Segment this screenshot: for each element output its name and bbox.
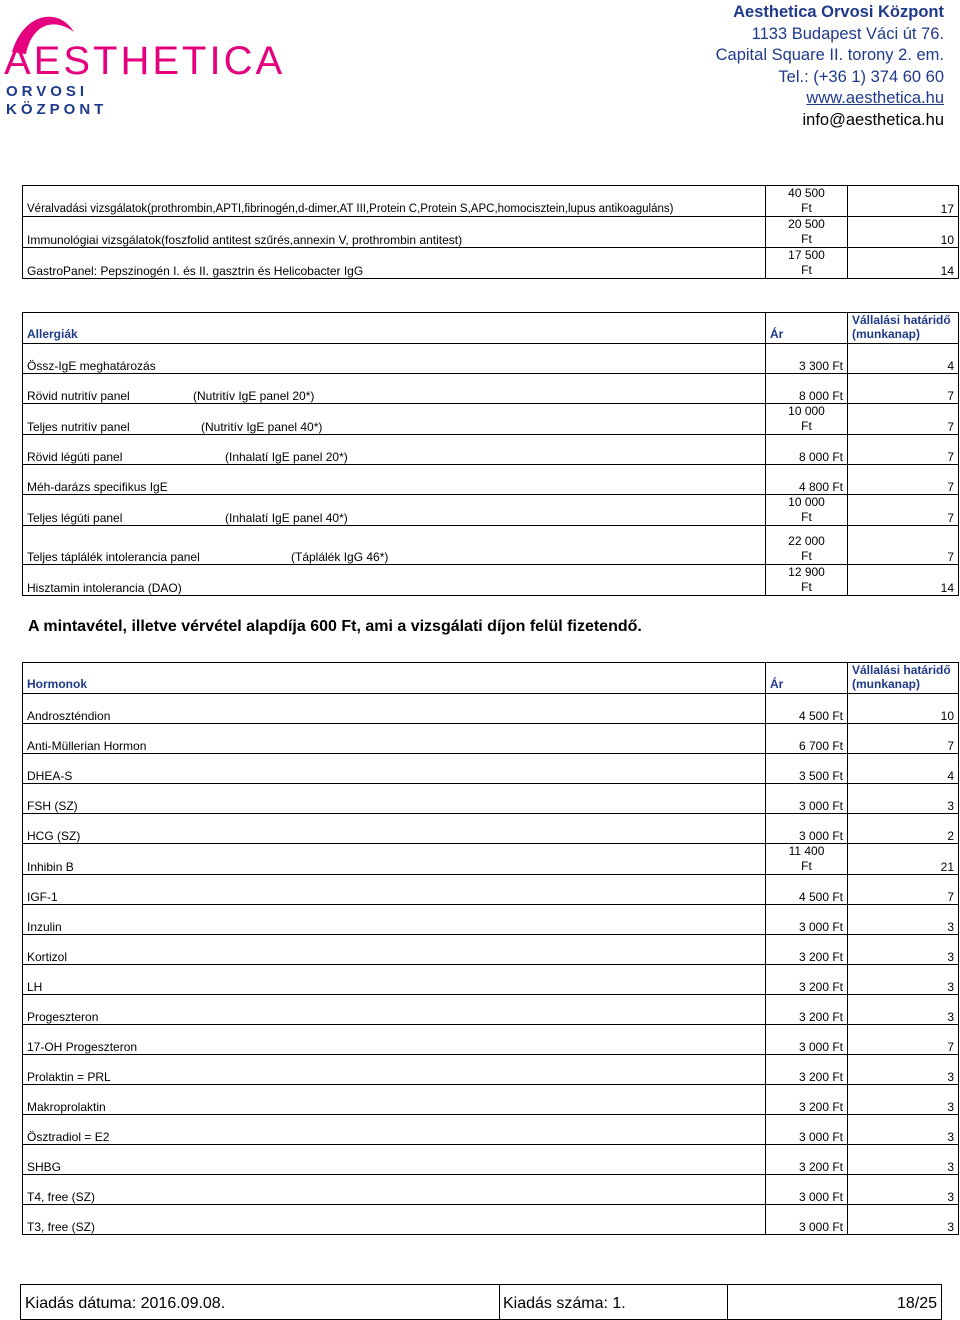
test-price: 3 000 Ft <box>766 1205 848 1235</box>
test-name: DHEA-S <box>23 754 766 784</box>
test-name: Prolaktin = PRL <box>23 1055 766 1085</box>
test-price: 3 300 Ft <box>766 344 848 374</box>
table-header-row <box>23 313 959 344</box>
test-price: 3 000 Ft <box>766 1175 848 1205</box>
test-subtitle: (Táplálék IgG 46*) <box>291 550 389 564</box>
test-name: Rövid nutritív panel (Nutritív IgE panel 20*) <box>23 374 766 404</box>
test-days: 10 <box>848 217 959 248</box>
test-days: 7 <box>848 875 959 905</box>
test-days: 3 <box>848 995 959 1025</box>
test-name: T4, free (SZ) <box>23 1175 766 1205</box>
test-name: Androszténdion <box>23 694 766 724</box>
footer-divider <box>499 1285 500 1319</box>
test-price: 3 200 Ft <box>766 1145 848 1175</box>
test-subtitle: (Nutritív IgE panel 40*) <box>201 420 323 434</box>
table-row <box>23 754 959 784</box>
phone-number: Tel.: (+36 1) 374 60 60 <box>778 67 944 86</box>
table-row <box>23 1025 959 1055</box>
test-days: 4 <box>848 754 959 784</box>
test-days: 7 <box>848 1025 959 1055</box>
table-row <box>23 526 959 565</box>
test-name: Inzulin <box>23 905 766 935</box>
test-days: 3 <box>848 1115 959 1145</box>
table-row <box>23 217 959 248</box>
table-header-row <box>23 663 959 694</box>
col-days-header: Vállalási határidő (munkanap) <box>848 663 959 694</box>
test-days: 14 <box>848 565 959 596</box>
test-days: 3 <box>848 1175 959 1205</box>
test-days: 7 <box>848 465 959 495</box>
test-name: Rövid légúti panel (Inhalatí IgE panel 20*) <box>23 435 766 465</box>
test-price: 20 500 Ft <box>766 217 848 248</box>
table-row <box>23 814 959 844</box>
test-name: Teljes nutritív panel (Nutritív IgE panel 40*) <box>23 404 766 435</box>
test-price: 3 000 Ft <box>766 1025 848 1055</box>
test-price: 3 000 Ft <box>766 784 848 814</box>
test-days: 3 <box>848 965 959 995</box>
table-row <box>23 1055 959 1085</box>
test-name: Progeszteron <box>23 995 766 1025</box>
table-row <box>23 694 959 724</box>
logo-main-text: AESTHETICA <box>4 39 286 83</box>
sampling-fee-note: A mintavétel, illetve vérvétel alapdíja 600 Ft, ami a vizsgálati díjon felül fizetendő. <box>28 618 642 635</box>
test-name: LH <box>23 965 766 995</box>
company-name: Aesthetica Orvosi Központ <box>733 3 944 21</box>
table-row <box>23 1205 959 1235</box>
footer-divider <box>727 1285 728 1319</box>
table-row <box>23 404 959 435</box>
table-row <box>23 186 959 217</box>
test-price: 3 200 Ft <box>766 965 848 995</box>
test-name: IGF-1 <box>23 875 766 905</box>
test-days: 7 <box>848 495 959 526</box>
table-row <box>23 565 959 596</box>
aesthetica-logo <box>4 2 304 122</box>
page-number: 18/25 <box>896 1295 937 1312</box>
table-row <box>23 344 959 374</box>
test-days: 7 <box>848 526 959 565</box>
test-days: 3 <box>848 935 959 965</box>
test-days: 14 <box>848 248 959 279</box>
header-contact <box>716 2 944 131</box>
test-price: 3 200 Ft <box>766 935 848 965</box>
logo-sub2-text: KÖZPONT <box>6 101 108 118</box>
test-price: 3 000 Ft <box>766 1115 848 1145</box>
issue-number: Kiadás száma: 1. <box>503 1295 626 1312</box>
table-row <box>23 465 959 495</box>
test-price: 4 500 Ft <box>766 694 848 724</box>
table-row <box>23 995 959 1025</box>
test-subtitle: (Inhalatí IgE panel 20*) <box>225 450 348 464</box>
test-price: 3 200 Ft <box>766 995 848 1025</box>
test-days: 21 <box>848 844 959 875</box>
col-price-header: Ár <box>766 313 848 344</box>
test-price: 4 800 Ft <box>766 465 848 495</box>
test-name: T3, free (SZ) <box>23 1205 766 1235</box>
allergy-table <box>22 312 959 596</box>
test-days: 10 <box>848 694 959 724</box>
table-row <box>23 248 959 279</box>
test-days: 7 <box>848 435 959 465</box>
test-name: Immunológiai vizsgálatok(foszfolid antitest szűrés,annexin V, prothrombin antitest) <box>23 217 766 248</box>
test-name: HCG (SZ) <box>23 814 766 844</box>
test-name: FSH (SZ) <box>23 784 766 814</box>
test-name: Makroprolaktin <box>23 1085 766 1115</box>
test-price: 10 000 Ft <box>766 404 848 435</box>
test-days: 3 <box>848 905 959 935</box>
test-days: 3 <box>848 1055 959 1085</box>
test-name: Össz-IgE meghatározás <box>23 344 766 374</box>
test-days: 2 <box>848 814 959 844</box>
logo-sub1-text: ORVOSI <box>6 83 89 100</box>
address-line-1: 1133 Budapest Váci út 76. <box>751 24 944 43</box>
col-price-header: Ár <box>766 663 848 694</box>
test-price: 3 000 Ft <box>766 814 848 844</box>
test-days: 3 <box>848 784 959 814</box>
table-row <box>23 495 959 526</box>
test-price: 3 000 Ft <box>766 905 848 935</box>
table-row <box>23 844 959 875</box>
table-row <box>23 905 959 935</box>
test-name: Teljes légúti panel (Inhalatí IgE panel 40*) <box>23 495 766 526</box>
test-days: 3 <box>848 1205 959 1235</box>
test-days: 17 <box>848 186 959 217</box>
table-row <box>23 724 959 754</box>
table-row <box>23 875 959 905</box>
coagulation-table <box>22 185 959 279</box>
test-name: Ösztradiol = E2 <box>23 1115 766 1145</box>
test-name: 17-OH Progeszteron <box>23 1025 766 1055</box>
test-name: Hisztamin intolerancia (DAO) <box>23 565 766 596</box>
table-row <box>23 374 959 404</box>
test-price: 3 200 Ft <box>766 1085 848 1115</box>
test-days: 7 <box>848 724 959 754</box>
table-row <box>23 1145 959 1175</box>
table-row <box>23 1085 959 1115</box>
table-row <box>23 1175 959 1205</box>
document-footer <box>20 1284 942 1320</box>
hormone-title: Hormonok <box>23 663 766 694</box>
test-price: 8 000 Ft <box>766 435 848 465</box>
test-price: 40 500 Ft <box>766 186 848 217</box>
email-address[interactable]: info@aesthetica.hu <box>802 110 944 129</box>
test-name: Inhibin B <box>23 844 766 875</box>
test-price: 22 000 Ft <box>766 526 848 565</box>
test-name: SHBG <box>23 1145 766 1175</box>
test-price: 4 500 Ft <box>766 875 848 905</box>
test-price: 6 700 Ft <box>766 724 848 754</box>
test-price: 3 500 Ft <box>766 754 848 784</box>
test-days: 3 <box>848 1145 959 1175</box>
table-row <box>23 784 959 814</box>
allergy-title: Allergiák <box>23 313 766 344</box>
test-price: 12 900 Ft <box>766 565 848 596</box>
col-days-header: Vállalási határidő (munkanap) <box>848 313 959 344</box>
website-link[interactable]: www.aesthetica.hu <box>806 89 944 107</box>
table-row <box>23 1115 959 1145</box>
address-line-2: Capital Square II. torony 2. em. <box>715 46 944 64</box>
test-price: 3 200 Ft <box>766 1055 848 1085</box>
test-price: 8 000 Ft <box>766 374 848 404</box>
test-name: GastroPanel: Pepszinogén I. és II. gasztrin és Helicobacter IgG <box>23 248 766 279</box>
test-price: 17 500 Ft <box>766 248 848 279</box>
test-name: Véralvadási vizsgálatok(prothrombin,APTI,fibrinogén,d-dimer,AT III,Protein C,Protein S,APC,homocisztein,lupus antikoaguláns) <box>23 186 766 217</box>
test-price: 10 000 Ft <box>766 495 848 526</box>
test-price: 11 400 Ft <box>766 844 848 875</box>
test-name: Méh-darázs specifikus IgE <box>23 465 766 495</box>
test-name: Anti-Müllerian Hormon <box>23 724 766 754</box>
test-days: 7 <box>848 374 959 404</box>
table-row <box>23 435 959 465</box>
test-name: Teljes táplálék intolerancia panel (Táplálék IgG 46*) <box>23 526 766 565</box>
test-days: 7 <box>848 404 959 435</box>
table-row <box>23 935 959 965</box>
test-days: 4 <box>848 344 959 374</box>
test-name: Kortizol <box>23 935 766 965</box>
test-subtitle: (Inhalatí IgE panel 40*) <box>225 511 348 525</box>
table-row <box>23 965 959 995</box>
issue-date: Kiadás dátuma: 2016.09.08. <box>25 1295 226 1312</box>
hormone-table <box>22 662 959 1235</box>
test-days: 3 <box>848 1085 959 1115</box>
test-subtitle: (Nutritív IgE panel 20*) <box>193 389 315 403</box>
